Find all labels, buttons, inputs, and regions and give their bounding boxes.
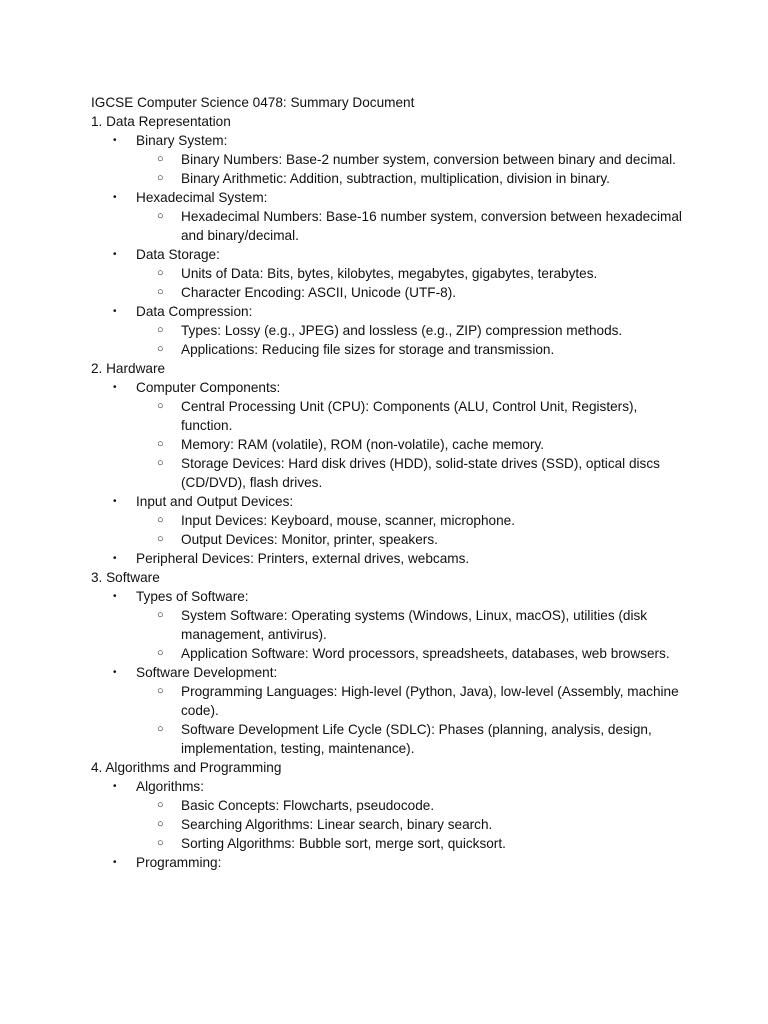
subtopic-text: Character Encoding: ASCII, Unicode (UTF-8). xyxy=(181,285,457,300)
hollow-bullet-icon: ○ xyxy=(157,343,164,355)
hollow-bullet-icon: ○ xyxy=(157,172,164,184)
topic-item xyxy=(113,378,691,492)
hollow-bullet-icon: ○ xyxy=(157,685,164,697)
section-heading: 4. Algorithms and Programming xyxy=(91,760,282,775)
section-heading: 2. Hardware xyxy=(91,361,166,376)
topic-list xyxy=(91,131,691,359)
hollow-bullet-icon: ○ xyxy=(157,533,164,545)
subtopic-list xyxy=(136,606,691,663)
subtopic-list xyxy=(136,264,691,302)
bullet-icon: • xyxy=(113,496,117,507)
topic-item xyxy=(113,549,691,568)
subtopic-text: Software Development Life Cycle (SDLC): Phases (planning, analysis, design, implementation, testing, maintenance). xyxy=(181,722,652,756)
topic-item xyxy=(113,492,691,549)
hollow-bullet-icon: ○ xyxy=(157,324,164,336)
topic-label: Input and Output Devices: xyxy=(136,494,294,509)
hollow-bullet-icon: ○ xyxy=(157,723,164,735)
subtopic-text: Application Software: Word processors, spreadsheets, databases, web browsers. xyxy=(181,646,670,661)
subtopic-text: Types: Lossy (e.g., JPEG) and lossless (e.g., ZIP) compression methods. xyxy=(181,323,623,338)
topic-label: Programming: xyxy=(136,855,222,870)
document-title: IGCSE Computer Science 0478: Summary Document xyxy=(91,95,415,110)
subtopic-text: Searching Algorithms: Linear search, binary search. xyxy=(181,817,493,832)
subtopic-item xyxy=(157,606,691,644)
bullet-icon: • xyxy=(113,192,117,203)
hollow-bullet-icon: ○ xyxy=(157,837,164,849)
subtopic-item xyxy=(157,644,691,663)
subtopic-list xyxy=(136,321,691,359)
subtopic-item xyxy=(157,511,691,530)
subtopic-text: Storage Devices: Hard disk drives (HDD), solid-state drives (SSD), optical discs (CD/DVD), flash drives. xyxy=(181,456,660,490)
bullet-icon: • xyxy=(113,857,117,868)
section xyxy=(91,359,691,568)
subtopic-text: Input Devices: Keyboard, mouse, scanner, microphone. xyxy=(181,513,515,528)
hollow-bullet-icon: ○ xyxy=(157,286,164,298)
hollow-bullet-icon: ○ xyxy=(157,210,164,222)
topic-item xyxy=(113,131,691,188)
subtopic-list xyxy=(136,207,691,245)
subtopic-text: Memory: RAM (volatile), ROM (non-volatile), cache memory. xyxy=(181,437,545,452)
document-sections xyxy=(91,112,691,872)
subtopic-item xyxy=(157,150,691,169)
subtopic-text: System Software: Operating systems (Windows, Linux, macOS), utilities (disk management, antivirus). xyxy=(181,608,648,642)
hollow-bullet-icon: ○ xyxy=(157,267,164,279)
subtopic-item xyxy=(157,264,691,283)
topic-item xyxy=(113,302,691,359)
topic-item xyxy=(113,777,691,853)
section xyxy=(91,568,691,758)
subtopic-text: Binary Numbers: Base-2 number system, conversion between binary and decimal. xyxy=(181,152,676,167)
subtopic-item xyxy=(157,397,691,435)
subtopic-item xyxy=(157,340,691,359)
subtopic-item xyxy=(157,815,691,834)
bullet-icon: • xyxy=(113,781,117,792)
subtopic-list xyxy=(136,150,691,188)
topic-label: Data Compression: xyxy=(136,304,253,319)
document-page xyxy=(91,93,691,872)
subtopic-item xyxy=(157,321,691,340)
topic-list xyxy=(91,777,691,872)
subtopic-list xyxy=(136,796,691,853)
subtopic-item xyxy=(157,720,691,758)
section-heading: 3. Software xyxy=(91,570,160,585)
hollow-bullet-icon: ○ xyxy=(157,647,164,659)
subtopic-item xyxy=(157,796,691,815)
subtopic-item xyxy=(157,454,691,492)
topic-label: Binary System: xyxy=(136,133,228,148)
topic-label: Peripheral Devices: Printers, external drives, webcams. xyxy=(136,551,470,566)
hollow-bullet-icon: ○ xyxy=(157,438,164,450)
topic-item xyxy=(113,245,691,302)
section xyxy=(91,112,691,359)
hollow-bullet-icon: ○ xyxy=(157,514,164,526)
subtopic-item xyxy=(157,207,691,245)
topic-item xyxy=(113,587,691,663)
bullet-icon: • xyxy=(113,249,117,260)
hollow-bullet-icon: ○ xyxy=(157,457,164,469)
subtopic-text: Basic Concepts: Flowcharts, pseudocode. xyxy=(181,798,435,813)
section xyxy=(91,758,691,872)
subtopic-text: Binary Arithmetic: Addition, subtraction, multiplication, division in binary. xyxy=(181,171,610,186)
hollow-bullet-icon: ○ xyxy=(157,400,164,412)
bullet-icon: • xyxy=(113,382,117,393)
topic-label: Computer Components: xyxy=(136,380,281,395)
topic-label: Algorithms: xyxy=(136,779,204,794)
subtopic-text: Hexadecimal Numbers: Base-16 number system, conversion between hexadecimal and binary/decimal. xyxy=(181,209,682,243)
topic-item xyxy=(113,188,691,245)
topic-list xyxy=(91,587,691,758)
topic-label: Hexadecimal System: xyxy=(136,190,268,205)
topic-list xyxy=(91,378,691,568)
subtopic-item xyxy=(157,169,691,188)
subtopic-text: Sorting Algorithms: Bubble sort, merge sort, quicksort. xyxy=(181,836,506,851)
subtopic-item xyxy=(157,682,691,720)
bullet-icon: • xyxy=(113,135,117,146)
topic-label: Data Storage: xyxy=(136,247,220,262)
subtopic-text: Units of Data: Bits, bytes, kilobytes, megabytes, gigabytes, terabytes. xyxy=(181,266,598,281)
hollow-bullet-icon: ○ xyxy=(157,818,164,830)
subtopic-item xyxy=(157,834,691,853)
bullet-icon: • xyxy=(113,591,117,602)
subtopic-item xyxy=(157,530,691,549)
topic-label: Software Development: xyxy=(136,665,278,680)
subtopic-text: Applications: Reducing file sizes for storage and transmission. xyxy=(181,342,555,357)
subtopic-item xyxy=(157,435,691,454)
bullet-icon: • xyxy=(113,553,117,564)
subtopic-list xyxy=(136,397,691,492)
subtopic-text: Central Processing Unit (CPU): Components (ALU, Control Unit, Registers), function. xyxy=(181,399,638,433)
subtopic-list xyxy=(136,682,691,758)
topic-item xyxy=(113,853,691,872)
section-heading: 1. Data Representation xyxy=(91,114,231,129)
topic-label: Types of Software: xyxy=(136,589,249,604)
bullet-icon: • xyxy=(113,306,117,317)
subtopic-item xyxy=(157,283,691,302)
subtopic-list xyxy=(136,511,691,549)
subtopic-text: Programming Languages: High-level (Python, Java), low-level (Assembly, machine code). xyxy=(181,684,679,718)
hollow-bullet-icon: ○ xyxy=(157,799,164,811)
hollow-bullet-icon: ○ xyxy=(157,609,164,621)
hollow-bullet-icon: ○ xyxy=(157,153,164,165)
bullet-icon: • xyxy=(113,667,117,678)
subtopic-text: Output Devices: Monitor, printer, speakers. xyxy=(181,532,438,547)
topic-item xyxy=(113,663,691,758)
